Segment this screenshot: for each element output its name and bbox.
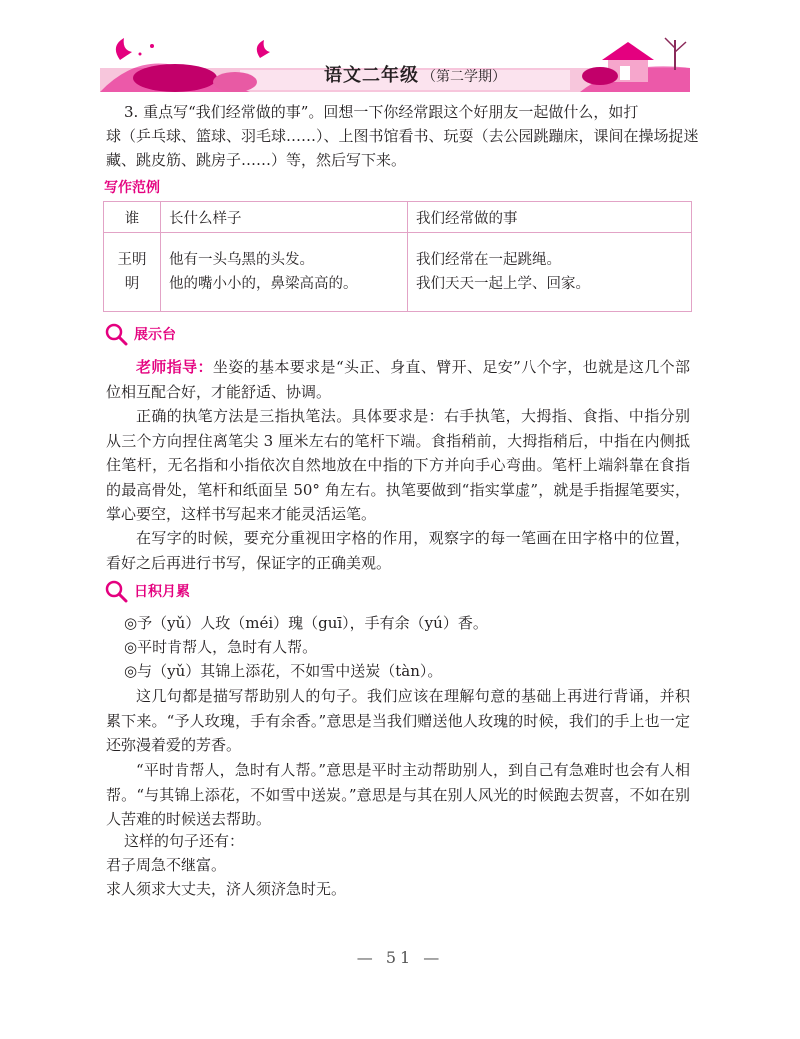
header-title bbox=[324, 61, 506, 85]
example-table bbox=[103, 201, 692, 312]
page-number: — 51 — bbox=[356, 948, 444, 967]
grid-writing-paragraph: 在写字的时候，要充分重视田字格的作用，观察字的每一笔画在田字格中的位置，看好之后再进行书写，保证字的正确美观。 bbox=[106, 529, 690, 572]
header-look: 长什么样子 bbox=[161, 202, 408, 233]
task3-line-2: 球（乒乓球、篮球、羽毛球……）、上图书馆看书、玩耍（去公园跳蹦床，课间在操场捉迷 bbox=[106, 127, 699, 145]
accumulate-title: 日积月累 bbox=[134, 584, 190, 600]
header-who: 谁 bbox=[104, 202, 161, 233]
look-line-2: 他的嘴小小的，鼻梁高高的。 bbox=[169, 276, 358, 292]
cell-who: 王明明 bbox=[104, 233, 161, 312]
proverb-explanation-1: 这几句都是描写帮助别人的句子。我们应该在理解句意的基础上再进行背诵，并积累下来。“予人玫瑰，手有余香。”意思是当我们赠送他人玫瑰的时候，我们的手上也一定还弥漫着爱的芳香。 bbox=[106, 687, 690, 754]
more-sentence-2: 求人须求大丈夫，济人须济急时无。 bbox=[106, 880, 347, 898]
book-title: 语文二年级 bbox=[324, 65, 419, 86]
more-sentences-label: 这样的句子还有： bbox=[124, 832, 245, 850]
do-line-2: 我们天天一起上学、回家。 bbox=[416, 276, 590, 292]
proverb-3: ◎与（yǔ）其锦上添花，不如雪中送炭（tàn）。 bbox=[124, 662, 443, 680]
table-header-row bbox=[104, 202, 692, 233]
proverb-explanation-2: “平时肯帮人，急时有人帮。”意思是平时主动帮助别人，到自己有急难时也会有人相帮。“与其锦上添花，不如雪中送炭。”意思是与其在别人风光的时候跑去贺喜，不如在别人苦难的时候送去帮助。 bbox=[106, 761, 690, 828]
task3-line-3: 藏、跳皮筋、跳房子……）等，然后写下来。 bbox=[106, 151, 407, 169]
look-line-1: 他有一头乌黑的头发。 bbox=[169, 252, 314, 268]
teacher-label: 老师指导： bbox=[136, 358, 213, 376]
showcase-title: 展示台 bbox=[134, 327, 176, 343]
table-row bbox=[104, 233, 692, 312]
header-do: 我们经常做的事 bbox=[408, 202, 692, 233]
teacher-guidance-text: 坐姿的基本要求是“头正、身直、臂开、足安”八个字，也就是这几个部位相互配合好，才能舒适、协调。 bbox=[106, 358, 690, 401]
proverb-1: ◎予（yǔ）人玫（méi）瑰（guī），手有余（yú）香。 bbox=[124, 614, 488, 632]
semester-label: （第二学期） bbox=[422, 69, 506, 85]
bush-left-decoration bbox=[133, 64, 217, 92]
cell-do bbox=[408, 233, 692, 312]
page-header bbox=[100, 30, 690, 92]
swirl-left-decoration bbox=[116, 38, 132, 60]
proverb-2: ◎平时肯帮人，急时有人帮。 bbox=[124, 638, 318, 656]
showcase-heading bbox=[104, 321, 176, 347]
magnifier-icon bbox=[104, 322, 128, 346]
pen-holding-paragraph: 正确的执笔方法是三指执笔法。具体要求是：右手执笔，大拇指、食指、中指分别从三个方向捏住离笔尖 3 厘米左右的笔杆下端。食指稍前，大拇指稍后，中指在内侧抵住笔杆，无名指和小指依次自然地放在中指的下方并向手心弯曲。笔杆上端斜靠在食指的最高骨处，笔杆和纸面呈 50° 角左右。执笔要做到“指实掌虚”，就是手指握笔要实，掌心要空，这样书写起来才能灵活运笔。 bbox=[106, 407, 690, 523]
do-line-1: 我们经常在一起跳绳。 bbox=[416, 252, 561, 268]
teacher-guidance-paragraph bbox=[106, 355, 690, 404]
magnifier-icon bbox=[104, 579, 128, 603]
more-sentence-1: 君子周急不继富。 bbox=[106, 856, 227, 874]
task3-line-1: 3. 重点写“我们经常做的事”。回想一下你经常跟这个好朋友一起做什么，如打 bbox=[124, 103, 639, 121]
example-label: 写作范例 bbox=[104, 180, 160, 196]
accumulate-heading bbox=[104, 578, 190, 604]
cell-look bbox=[161, 233, 408, 312]
